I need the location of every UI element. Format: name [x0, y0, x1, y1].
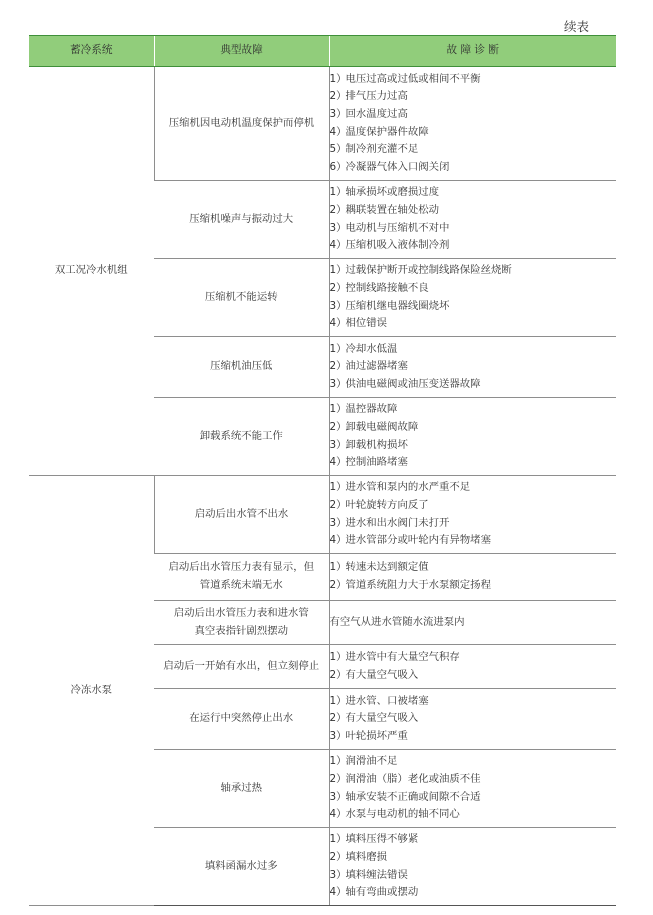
diagnosis-item-number: 1） — [329, 186, 347, 199]
diagnosis-item — [330, 789, 617, 807]
fault-cell — [154, 750, 329, 828]
diagnosis-item-number: 2） — [329, 281, 347, 294]
header-fault: 典型故障 — [154, 36, 329, 67]
diagnosis-item-text: 有空气从进水管随水流进泵内 — [329, 615, 465, 628]
diagnosis-item-text: 叶轮损坏严重 — [345, 729, 408, 742]
table-caption: 续表 — [563, 19, 589, 34]
diagnosis-item-number: 4） — [329, 239, 347, 252]
diagnosis-item — [330, 497, 617, 515]
diagnosis-item — [330, 867, 617, 885]
diagnosis-item-text: 润滑油（脂）老化或油质不佳 — [345, 772, 481, 785]
fault-line: 卸载系统不能工作 — [199, 429, 283, 442]
diagnosis-item-number: 3） — [329, 790, 347, 803]
system-cell: 双工况冷水机组 — [29, 67, 154, 476]
diagnosis-item — [330, 88, 617, 106]
diagnosis-cell — [329, 554, 616, 601]
diagnosis-cell — [329, 750, 616, 828]
diagnosis-item — [330, 831, 617, 849]
diagnosis-item-number: 1） — [329, 264, 347, 277]
diagnosis-item-text: 有大量空气吸入 — [345, 668, 419, 681]
diagnosis-item-number: 6） — [329, 160, 347, 173]
diagnosis-item — [330, 202, 617, 220]
diagnosis-item-number: 3） — [329, 438, 347, 451]
diagnosis-item-number: 3） — [329, 868, 347, 881]
table-row — [29, 67, 616, 181]
diagnosis-item — [330, 184, 617, 202]
diagnosis-item-text: 进水管和泵内的水严重不足 — [345, 481, 471, 494]
diagnosis-item — [330, 341, 617, 359]
diagnosis-item — [330, 649, 617, 667]
diagnosis-item-text: 压缩机继电器线圈烧坏 — [345, 299, 450, 312]
diagnosis-item-text: 进水和出水阀门未打开 — [345, 516, 450, 529]
diagnosis-item — [330, 71, 617, 89]
table-body — [29, 67, 616, 906]
header-row — [29, 36, 616, 67]
header-diagnosis: 故 障 诊 断 — [329, 36, 616, 67]
diagnosis-item-number: 1） — [329, 755, 347, 768]
diagnosis-item-text: 轴承损坏或磨损过度 — [345, 186, 440, 199]
diagnosis-item-number: 1） — [329, 342, 347, 355]
diagnosis-item-text: 管道系统阻力大于水泵额定扬程 — [345, 579, 491, 591]
diagnosis-item-text: 控制油路堵塞 — [345, 456, 408, 469]
fault-cell — [154, 645, 329, 689]
fault-line: 启动后出水管压力表有显示，但 — [168, 561, 314, 574]
diagnosis-item-text: 排气压力过高 — [345, 90, 408, 103]
diagnosis-item — [330, 479, 617, 497]
diagnosis-item-text: 润滑油不足 — [345, 755, 398, 768]
diagnosis-item — [330, 262, 617, 280]
diagnosis-item-text: 叶轮旋转方向反了 — [345, 498, 429, 511]
diagnosis-item — [330, 806, 617, 824]
diagnosis-item — [330, 106, 617, 124]
diagnosis-cell — [329, 689, 616, 750]
diagnosis-item-text: 填料压得不够紧 — [345, 833, 419, 846]
diagnosis-item-text: 卸载电磁阀故障 — [345, 420, 419, 433]
diagnosis-item — [330, 577, 617, 595]
fault-cell — [154, 259, 329, 337]
fault-line: 管道系统末端无水 — [199, 579, 283, 591]
diagnosis-item-text: 耦联装置在轴处松动 — [345, 203, 440, 216]
diagnosis-cell — [329, 259, 616, 337]
diagnosis-item-text: 制冷剂充灌不足 — [345, 143, 419, 156]
diagnosis-item-number: 4） — [329, 456, 347, 469]
diagnosis-item-number: 3） — [329, 299, 347, 312]
diagnosis-item — [330, 124, 617, 142]
diagnosis-item-number: 3） — [329, 729, 347, 742]
diagnosis-item-text: 温度保护器件故障 — [345, 125, 429, 138]
diagnosis-item-number: 1） — [329, 481, 347, 494]
diagnosis-item — [330, 376, 617, 394]
diagnosis-item-text: 填料缠法错误 — [345, 868, 408, 881]
fault-cell — [154, 828, 329, 906]
diagnosis-item-number: 1） — [329, 650, 347, 663]
diagnosis-item-text: 温控器故障 — [345, 403, 398, 416]
diagnosis-item — [330, 419, 617, 437]
diagnosis-item-text: 进水管中有大量空气积存 — [345, 650, 460, 663]
diagnosis-item-number: 1） — [329, 694, 347, 707]
diagnosis-item-text: 轴有弯曲或摆动 — [345, 886, 419, 899]
diagnosis-item-number: 2） — [329, 772, 347, 785]
diagnosis-item-number: 2） — [329, 850, 347, 863]
fault-cell — [154, 398, 329, 476]
diagnosis-item-number: 1） — [329, 833, 347, 846]
fault-cell — [154, 476, 329, 554]
diagnosis-item — [330, 220, 617, 238]
diagnosis-item-text: 供油电磁阀或油压变送器故障 — [345, 377, 481, 390]
diagnosis-item-number: 2） — [329, 90, 347, 103]
fault-diagnosis-table — [29, 35, 616, 906]
diagnosis-item — [330, 237, 617, 255]
diagnosis-item-text: 转速未达到额定值 — [345, 561, 429, 574]
system-cell: 冷冻水泵 — [29, 476, 154, 906]
fault-cell — [154, 337, 329, 398]
diagnosis-item — [330, 532, 617, 550]
diagnosis-item-text: 轴承安装不正确或间隙不合适 — [345, 790, 481, 803]
diagnosis-item-text: 电动机与压缩机不对中 — [345, 221, 450, 234]
diagnosis-item-text: 冷却水低温 — [345, 342, 398, 355]
diagnosis-item-number: 2） — [329, 360, 347, 373]
diagnosis-item-number: 4） — [329, 534, 347, 547]
fault-line: 真空表指针剧烈摆动 — [194, 624, 288, 637]
diagnosis-item — [330, 315, 617, 333]
diagnosis-item — [330, 437, 617, 455]
diagnosis-item-text: 过载保护断开或控制线路保险丝烧断 — [345, 264, 512, 277]
diagnosis-item — [330, 401, 617, 419]
fault-line: 压缩机因电动机温度保护而停机 — [168, 116, 315, 129]
fault-cell — [154, 601, 329, 645]
fault-line: 压缩机不能运转 — [204, 290, 278, 303]
diagnosis-item — [330, 614, 617, 632]
diagnosis-item — [330, 884, 617, 902]
diagnosis-item — [330, 693, 617, 711]
diagnosis-item — [330, 728, 617, 746]
diagnosis-cell — [329, 828, 616, 906]
diagnosis-cell — [329, 645, 616, 689]
header-system: 蓄冷系统 — [29, 36, 154, 67]
diagnosis-item — [330, 771, 617, 789]
diagnosis-item-text: 控制线路接触不良 — [345, 281, 429, 294]
diagnosis-item-number: 2） — [329, 579, 347, 591]
diagnosis-item-number: 4） — [329, 886, 347, 899]
diagnosis-item — [330, 753, 617, 771]
fault-line: 填料函漏水过多 — [204, 859, 278, 872]
diagnosis-item — [330, 559, 617, 577]
diagnosis-item-number: 5） — [329, 143, 347, 156]
diagnosis-item-text: 油过滤器堵塞 — [345, 360, 408, 373]
diagnosis-item-text: 进水管、口被堵塞 — [345, 694, 429, 707]
diagnosis-item — [330, 159, 617, 177]
diagnosis-item-number: 2） — [329, 498, 347, 511]
diagnosis-item — [330, 298, 617, 316]
fault-cell — [154, 554, 329, 601]
diagnosis-item-text: 进水管部分或叶轮内有异物堵塞 — [345, 534, 491, 547]
diagnosis-item-text: 水泵与电动机的轴不同心 — [345, 808, 460, 821]
fault-cell — [154, 181, 329, 259]
diagnosis-item-number: 3） — [329, 221, 347, 234]
diagnosis-item-number: 2） — [329, 668, 347, 681]
diagnosis-item-number: 2） — [329, 203, 347, 216]
table-row — [29, 476, 616, 554]
fault-cell — [154, 67, 329, 181]
diagnosis-item — [330, 710, 617, 728]
diagnosis-item-text: 有大量空气吸入 — [345, 712, 419, 725]
diagnosis-cell — [329, 601, 616, 645]
diagnosis-cell — [329, 398, 616, 476]
diagnosis-item — [330, 667, 617, 685]
diagnosis-item-number: 4） — [329, 808, 347, 821]
diagnosis-item-number: 3） — [329, 107, 347, 120]
fault-line: 启动后出水管不出水 — [194, 507, 289, 520]
diagnosis-item — [330, 849, 617, 867]
diagnosis-item — [330, 454, 617, 472]
diagnosis-item-number: 1） — [329, 403, 347, 416]
diagnosis-item-text: 卸载机构损坏 — [345, 438, 408, 451]
fault-cell — [154, 689, 329, 750]
diagnosis-item-text: 回水温度过高 — [345, 107, 408, 120]
diagnosis-item-number: 3） — [329, 516, 347, 529]
diagnosis-item — [330, 141, 617, 159]
diagnosis-item-text: 相位错误 — [345, 317, 388, 330]
diagnosis-cell — [329, 67, 616, 181]
fault-line: 启动后一开始有水出，但立刻停止 — [163, 659, 320, 672]
diagnosis-item-text: 电压过高或过低或相间不平衡 — [345, 72, 481, 85]
diagnosis-item-number: 4） — [329, 317, 347, 330]
fault-line: 轴承过热 — [220, 781, 263, 794]
diagnosis-item-text: 压缩机吸入液体制冷剂 — [345, 239, 450, 252]
diagnosis-cell — [329, 337, 616, 398]
diagnosis-cell — [329, 181, 616, 259]
diagnosis-item-text: 填料磨损 — [345, 850, 388, 863]
diagnosis-item — [330, 358, 617, 376]
diagnosis-item-number: 2） — [329, 420, 347, 433]
fault-line: 启动后出水管压力表和进水管 — [173, 606, 309, 619]
diagnosis-item — [330, 280, 617, 298]
fault-line: 在运行中突然停止出水 — [189, 712, 294, 725]
diagnosis-item-number: 4） — [329, 125, 347, 138]
diagnosis-item — [330, 515, 617, 533]
fault-line: 压缩机油压低 — [210, 360, 273, 373]
diagnosis-item-number: 3） — [329, 377, 347, 390]
diagnosis-item-number: 1） — [329, 561, 347, 574]
diagnosis-item-text: 冷凝器气体入口阀关闭 — [345, 160, 450, 173]
diagnosis-item-number: 1） — [329, 72, 347, 85]
fault-line: 压缩机噪声与振动过大 — [189, 212, 294, 225]
diagnosis-cell — [329, 476, 616, 554]
diagnosis-item-number: 2） — [329, 712, 347, 725]
